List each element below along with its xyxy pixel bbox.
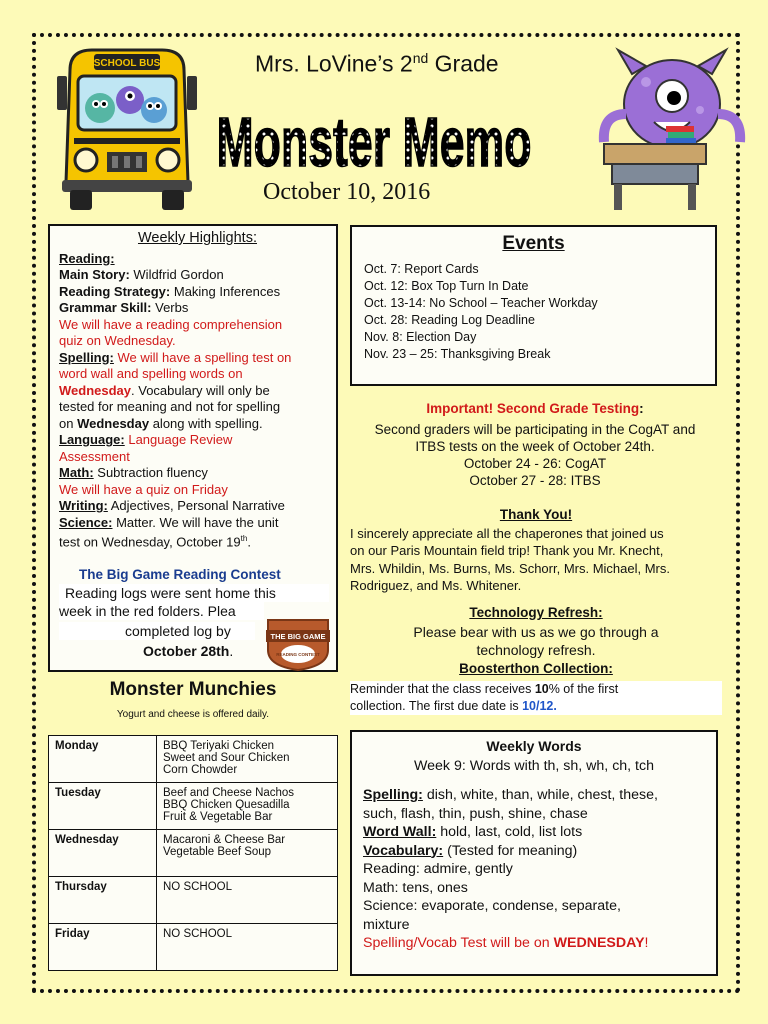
weekly-words-box: [350, 730, 718, 976]
spelling-text-4: tested for meaning and not for spelling: [59, 399, 281, 414]
menu-item: Fruit & Vegetable Bar: [163, 811, 273, 823]
science-text-2: test on Wednesday, October 19: [59, 534, 241, 550]
event-item: Oct. 7: Report Cards: [364, 262, 479, 276]
weekly-highlights-box: [48, 224, 338, 672]
menu-row: [49, 736, 338, 783]
munchies-title: Monster Munchies: [109, 679, 277, 700]
menu-items: [157, 736, 338, 783]
spelling-text-5: along with spelling.: [149, 415, 263, 431]
menu-day: Friday: [49, 924, 157, 971]
events-heading: Events: [502, 233, 565, 254]
ww-word-wall: hold, last, cold, list lots: [436, 824, 583, 840]
reading-label: Reading:: [59, 250, 115, 266]
menu-items: [157, 783, 338, 830]
testing-line-4: October 27 - 28: ITBS: [469, 473, 601, 488]
menu-row: [49, 830, 338, 877]
math-value: Subtraction fluency: [93, 465, 208, 480]
main-story-label: Main Story:: [59, 267, 130, 282]
menu-row: [49, 877, 338, 924]
testing-heading: Important! Second Grade Testing: [426, 401, 640, 416]
menu-item: Sweet and Sour Chicken: [163, 752, 290, 764]
weekly-words-heading: Weekly Words: [486, 738, 582, 754]
science-text-1: Matter. We will have the unit: [112, 514, 279, 530]
ww-test-day: WEDNESDAY: [553, 935, 645, 951]
menu-item: BBQ Teriyaki Chicken: [163, 740, 274, 752]
boosterthon-section: [350, 681, 722, 715]
technology-section: [350, 604, 722, 678]
contest-title: The Big Game Reading Contest: [79, 567, 281, 582]
spelling-label: Spelling:: [59, 349, 114, 365]
event-item: Oct. 13-14: No School – Teacher Workday: [364, 296, 598, 310]
technology-line-2: technology refresh.: [476, 642, 596, 658]
menu-items: [157, 924, 338, 971]
ww-reading: Reading: admire, gently: [363, 861, 513, 877]
writing-value: Adjectives, Personal Narrative: [107, 498, 285, 513]
main-story-value: Wildfrid Gordon: [129, 267, 224, 282]
ww-spelling-2: such, flash, thin, push, shine, chase: [363, 805, 588, 822]
boosterthon-due-date: 10/12.: [522, 699, 557, 713]
testing-section: [350, 400, 720, 489]
menu-day: Tuesday: [49, 783, 157, 830]
testing-line-1: Second graders will be participating in the CogAT and: [374, 422, 696, 437]
contest-line-3: completed log by: [59, 622, 255, 640]
ww-science-1: Science: evaporate, condense, separate,: [363, 898, 621, 914]
ww-math: Math: tens, ones: [363, 879, 468, 896]
ww-test-end: !: [644, 935, 649, 951]
big-game-badge-image: [262, 614, 334, 672]
thank-you-line: Mrs. Whildin, Ms. Burns, Ms. Schorr, Mrs. Michael, Mrs.: [350, 560, 670, 576]
spelling-text-3: . Vocabulary will only be: [131, 382, 270, 398]
menu-item: BBQ Chicken Quesadilla: [163, 799, 290, 811]
spelling-wednesday-2: Wednesday: [77, 415, 150, 431]
science-text-end: .: [247, 534, 251, 550]
menu-item: NO SCHOOL: [163, 928, 233, 940]
ww-spelling-label: Spelling:: [363, 787, 423, 803]
ww-science-2: mixture: [363, 916, 410, 933]
school-bus-image: [52, 42, 202, 214]
menu-item: Macaroni & Cheese Bar: [163, 834, 286, 846]
reading-strategy-label: Reading Strategy:: [59, 283, 171, 299]
lunch-menu-table: [48, 735, 338, 971]
menu-row: [49, 924, 338, 971]
menu-items: [157, 877, 338, 924]
ww-word-wall-label: Word Wall:: [363, 824, 437, 840]
event-item: Oct. 28: Reading Log Deadline: [364, 313, 535, 327]
testing-line-3: October 24 - 26: CogAT: [463, 456, 607, 471]
boosterthon-line-1-pre: Reminder that the class receives: [350, 682, 535, 696]
menu-day: Wednesday: [49, 830, 157, 877]
menu-item: NO SCHOOL: [163, 881, 233, 893]
language-text-1: Language Review: [124, 432, 233, 447]
ww-spelling-1: dish, white, than, while, chest, these,: [422, 787, 658, 803]
memo-date: October 10, 2016: [263, 179, 431, 205]
event-item: Nov. 23 – 25: Thanksgiving Break: [364, 347, 551, 361]
menu-row: [49, 783, 338, 830]
ww-vocabulary-label: Vocabulary:: [363, 842, 444, 859]
contest-deadline: October 28th: [143, 643, 230, 659]
spelling-text-5-pre: on: [59, 415, 78, 431]
menu-day: Thursday: [49, 877, 157, 924]
menu-day: Monday: [49, 736, 157, 783]
ww-test-pre: Spelling/Vocab Test will be on: [363, 935, 554, 951]
monster-memo-text: Monster Memo: [216, 103, 532, 181]
contest-line-1: Reading logs were sent home this: [59, 584, 329, 602]
weekly-words-week: Week 9: Words with th, sh, wh, ch, tch: [414, 758, 654, 774]
event-item: Oct. 12: Box Top Turn In Date: [364, 279, 529, 293]
event-item: Nov. 8: Election Day: [364, 330, 477, 344]
purple-monster-image: [596, 44, 748, 214]
technology-heading: Technology Refresh:: [469, 605, 603, 620]
grammar-skill-label: Grammar Skill:: [59, 300, 152, 315]
events-box: [350, 225, 717, 386]
menu-item: Corn Chowder: [163, 764, 238, 776]
thank-you-line: on our Paris Mountain field trip! Thank you Mr. Knecht,: [350, 543, 664, 558]
thank-you-section: [350, 506, 722, 595]
class-title-text: Mrs. LoVine’s 2: [255, 50, 413, 77]
science-text-sup: th: [240, 534, 248, 543]
math-quiz-note: We will have a quiz on Friday: [59, 481, 228, 497]
class-title-sup: nd: [412, 50, 429, 66]
science-label: Science:: [59, 514, 113, 530]
class-title-suffix: Grade: [428, 50, 499, 77]
math-label: Math:: [59, 465, 94, 480]
thank-you-line: I sincerely appreciate all the chaperones that joined us: [350, 525, 664, 541]
boosterthon-percent: 10: [534, 682, 549, 696]
boosterthon-heading: Boosterthon Collection:: [459, 660, 613, 676]
menu-item: Vegetable Beef Soup: [163, 846, 272, 858]
language-label: Language:: [59, 432, 125, 447]
reading-quiz-note-2: quiz on Wednesday.: [59, 333, 176, 348]
weekly-highlights-heading: Weekly Highlights:: [137, 230, 257, 246]
thank-you-line: Rodriguez, and Ms. Whitener.: [350, 578, 522, 593]
reading-quiz-note-1: We will have a reading comprehension: [59, 316, 283, 332]
contest-line-2: week in the red folders. Plea: [59, 602, 264, 620]
boosterthon-line-1-post: % of the first: [548, 682, 619, 696]
spelling-text-1: We will have a spelling test on: [113, 349, 292, 365]
munchies-subtitle: Yogurt and cheese is offered daily.: [116, 709, 270, 720]
badge-bottom-text: READING CONTEST: [276, 652, 320, 657]
boosterthon-line-2-pre: collection. The first due date is: [350, 699, 523, 713]
technology-line-1: Please bear with us as we go through a: [413, 623, 659, 640]
grammar-skill-value: Verbs: [151, 300, 189, 315]
spelling-wednesday-1: Wednesday: [59, 382, 132, 398]
language-text-2: Assessment: [59, 448, 130, 464]
menu-item: Beef and Cheese Nachos: [163, 787, 295, 799]
thank-you-heading: Thank You!: [499, 507, 573, 522]
testing-line-2: ITBS tests on the week of October 24th.: [415, 439, 655, 454]
menu-items: [157, 830, 338, 877]
reading-strategy-value: Making Inferences: [170, 283, 281, 299]
writing-label: Writing:: [59, 498, 108, 513]
monster-memo-heading: [212, 74, 537, 184]
bus-sign-text: SCHOOL BUS: [93, 58, 161, 69]
badge-top-text: THE BIG GAME: [270, 632, 326, 641]
spelling-text-2: word wall and spelling words on: [59, 366, 243, 381]
testing-heading-end: :: [639, 401, 644, 416]
contest-deadline-end: .: [229, 643, 234, 659]
ww-vocabulary: (Tested for meaning): [443, 842, 578, 859]
